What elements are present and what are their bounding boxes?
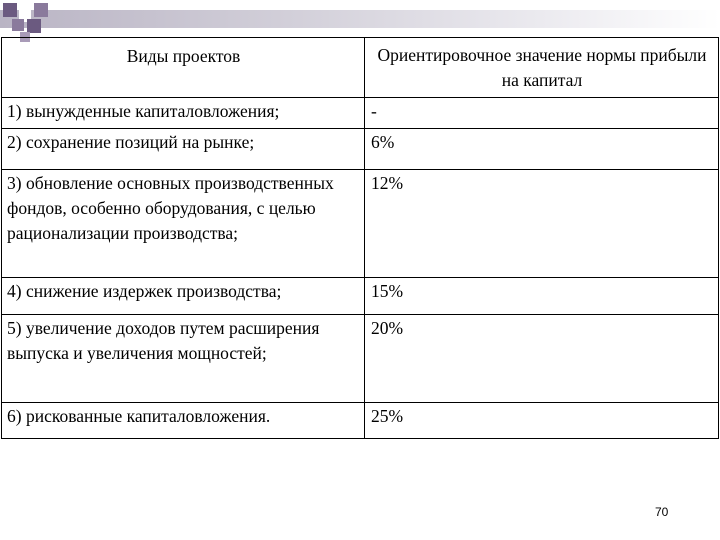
header-project-types: Виды проектов bbox=[2, 38, 365, 98]
header-profit-rate: Ориентировочное значение нормы прибыли на капитал bbox=[365, 38, 719, 98]
decorative-square bbox=[3, 3, 17, 17]
project-type-cell: 2) сохранение позиций на рынке; bbox=[2, 129, 365, 170]
project-type-cell: 5) увеличение доходов путем расширения выпуска и увеличения мощностей; bbox=[2, 315, 365, 403]
table-row bbox=[2, 129, 719, 170]
profit-rate-cell: - bbox=[365, 98, 719, 129]
project-rates-table bbox=[1, 37, 719, 439]
project-type-cell: 4) снижение издержек производства; bbox=[2, 278, 365, 315]
profit-rate-cell: 20% bbox=[365, 315, 719, 403]
decorative-square bbox=[34, 3, 48, 17]
profit-rate-cell: 25% bbox=[365, 403, 719, 439]
profit-rate-cell: 6% bbox=[365, 129, 719, 170]
table-row bbox=[2, 278, 719, 315]
profit-rate-cell: 15% bbox=[365, 278, 719, 315]
table-header-row bbox=[2, 38, 719, 98]
table-row bbox=[2, 98, 719, 129]
project-type-cell: 1) вынужденные капиталовложения; bbox=[2, 98, 365, 129]
decorative-square bbox=[27, 19, 41, 33]
table-row bbox=[2, 315, 719, 403]
table-row bbox=[2, 403, 719, 439]
project-type-cell: 6) рискованные капиталовложения. bbox=[2, 403, 365, 439]
project-type-cell: 3) обновление основных производственных фондов, особенно оборудования, с целью рационализации производства; bbox=[2, 170, 365, 278]
header-gradient-bar bbox=[0, 10, 720, 28]
profit-rate-cell: 12% bbox=[365, 170, 719, 278]
decorative-square bbox=[12, 19, 24, 31]
page-number: 70 bbox=[655, 505, 669, 519]
table-row bbox=[2, 170, 719, 278]
